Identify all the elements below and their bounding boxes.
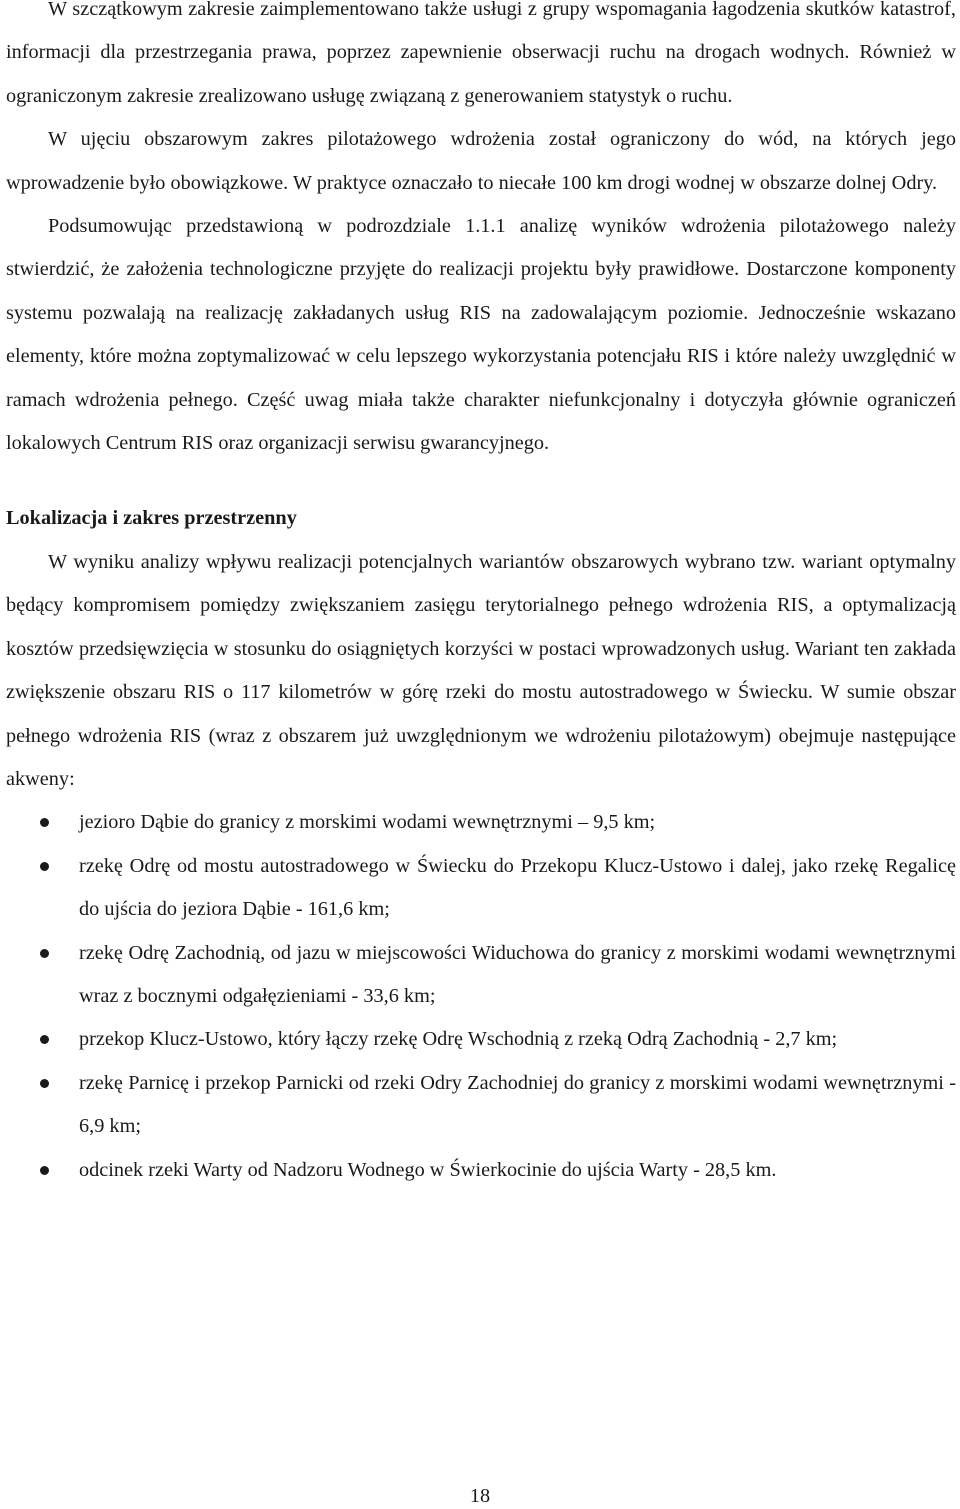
list-item xyxy=(6,1018,956,1061)
list-item-text: rzekę Odrę od mostu autostradowego w Świecku do Przekopu Klucz-Ustowo i dalej, jako rzekę Regalicę do ujścia do jeziora Dąbie - 161,6 km; xyxy=(79,854,956,921)
section-heading: Lokalizacja i zakres przestrzenny xyxy=(6,507,297,530)
list-item xyxy=(6,1062,956,1149)
list-item-text: odcinek rzeki Warty od Nadzoru Wodnego w Świerkocinie do ujścia Warty - 28,5 km. xyxy=(79,1158,777,1181)
list-item-text: rzekę Parnicę i przekop Parnicki od rzeki Odry Zachodniej do granicy z morskimi wodami wewnętrznymi - 6,9 km; xyxy=(79,1071,956,1138)
list-item-text: rzekę Odrę Zachodnią, od jazu w miejscowości Widuchowa do granicy z morskimi wodami wewnętrznymi wraz z bocznymi odgałęzieniami - 33,6 km; xyxy=(79,941,956,1007)
paragraph-pilot-scope: W ujęciu obszarowym zakres pilotażowego wdrożenia został ograniczony do wód, na których jego wprowadzenie było obowiązkowe. W praktyce oznaczało to niecałe 100 km drogi wodnej w obszarze dolnej Odry. xyxy=(6,128,956,194)
bullet-icon xyxy=(40,1166,49,1175)
paragraph-summary: Podsumowując przedstawioną w podrozdziale 1.1.1 analizę wyników wdrożenia pilotażowego należy stwierdzić, że założenia technologiczne przyjęte do realizacji projektu były prawidłowe. Dostarczone komponenty systemu pozwalają na realizację zakładanych usług RIS na zadowalającym poziomie. Jednocześnie wskazano elementy, które można zoptymalizować w celu lepszego wykorzystania potencjału RIS i które należy uwzględnić w ramach wdrożenia pełnego. Część uwag miała także charakter niefunkcjonalny i dotyczyła głównie ograniczeń lokalowych Centrum RIS oraz organizacji serwisu gwarancyjnego. xyxy=(6,215,956,455)
bullet-icon xyxy=(40,818,49,827)
list-item xyxy=(6,845,956,932)
list-item-text: przekop Klucz-Ustowo, który łączy rzekę Odrę Wschodnią z rzeką Odrą Zachodnią - 2,7 km; xyxy=(79,1028,838,1051)
document-page xyxy=(6,0,956,1192)
paragraph-services: W szczątkowym zakresie zaimplementowano także usługi z grupy wspomagania łagodzenia skutków katastrof, informacji dla przestrzegania prawa, poprzez zapewnienie obserwacji ruchu na drogach wodnych. Również w ograniczonym zakresie zrealizowano usługę związaną z generowaniem statystyk o ruchu. xyxy=(6,0,956,107)
paragraph-variant: W wyniku analizy wpływu realizacji potencjalnych wariantów obszarowych wybrano tzw. wariant optymalny będący kompromisem pomiędzy zwiększaniem zasięgu terytorialnego pełnego wdrożenia RIS, a optymalizacją kosztów przedsięwzięcia w stosunku do osiągniętych korzyści w postaci wprowadzonych usług. Wariant ten zakłada zwiększenie obszaru RIS o 117 kilometrów w górę rzeki do mostu autostradowego w Świecku. W sumie obszar pełnego wdrożenia RIS (wraz z obszarem już uwzględnionym we wdrożeniu pilotażowym) obejmuje następujące akweny: xyxy=(6,550,956,790)
waterways-list xyxy=(6,801,956,1192)
list-item-text: jezioro Dąbie do granicy z morskimi wodami wewnętrznymi – 9,5 km; xyxy=(79,811,656,834)
list-item xyxy=(6,932,956,1019)
list-item xyxy=(6,801,956,844)
list-item xyxy=(6,1149,956,1192)
bullet-icon xyxy=(40,1079,49,1088)
bullet-icon xyxy=(40,862,49,871)
bullet-icon xyxy=(40,1035,49,1044)
bullet-icon xyxy=(40,949,49,958)
page-number: 18 xyxy=(469,1485,491,1507)
